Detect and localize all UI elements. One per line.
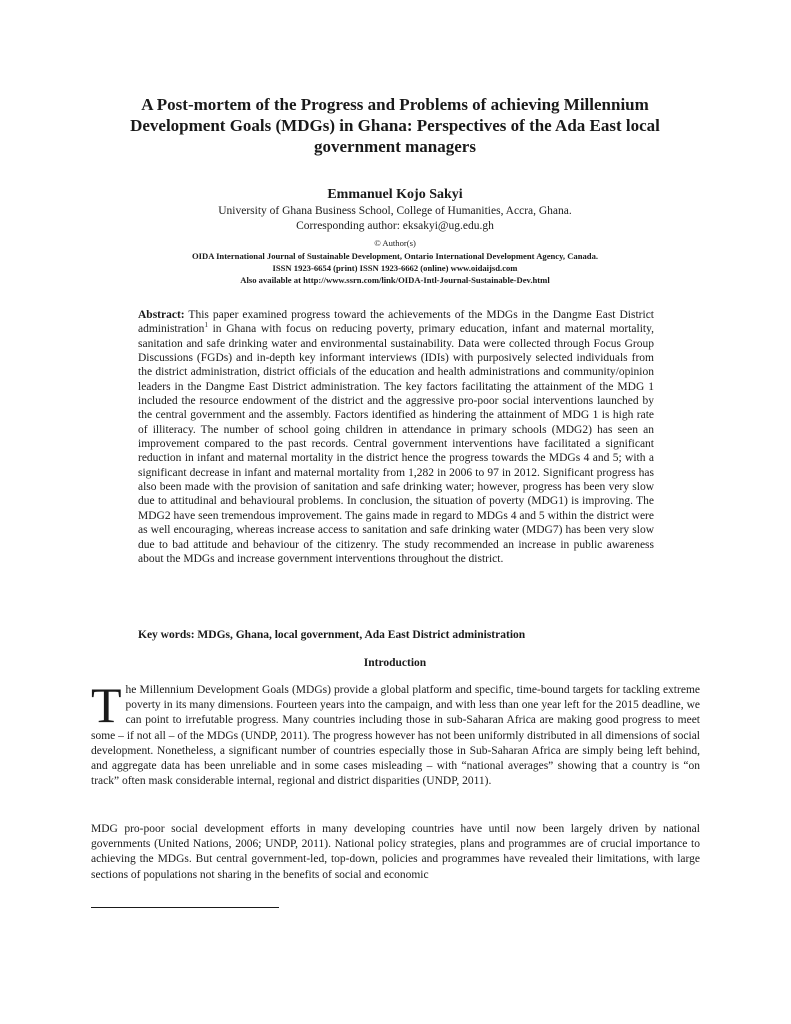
- author-affiliation: University of Ghana Business School, College of Humanities, Accra, Ghana.: [218, 205, 572, 217]
- journal-name: OIDA International Journal of Sustainable Development, Ontario International Development Agency, Canada.: [191, 251, 599, 261]
- copyright-notice: © Author(s): [374, 238, 416, 248]
- abstract-label: Abstract:: [138, 309, 185, 321]
- issn-line: ISSN 1923-6654 (print) ISSN 1923-6662 (online) www.oidaijsd.com: [272, 263, 518, 273]
- abstract: [138, 308, 654, 566]
- abstract-text-part1: This paper examined progress toward the achievements of the MDGs in the Dangme East District administration: [138, 309, 654, 336]
- footnote-marker: 1: [204, 321, 208, 330]
- intro-paragraph-1-text: he Millennium Development Goals (MDGs) provide a global platform and specific, time-bound targets for tackling extreme poverty in its many dimensions. Fourteen years into the campaign, and with less than one year left for the 2015 deadline, we can point to irrefutable progress. Many countries including those in sub-Saharan Africa are making good progress to meet some – if not all – of the MDGs (UNDP, 2011). The progress however has not been uniformly distributed in all dimensions of social development. Nonetheless, a significant number of countries especially those in Sub-Saharan Africa are simply being left behind, and aggregate data has been unreliable and in some cases misleading – with “national averages” showing that a country is “on track” often mask considerable internal, regional and district disparities (UNDP, 2011).: [91, 684, 700, 788]
- intro-paragraph-2: MDG pro-poor social development efforts in many developing countries have until now been largely driven by national governments (United Nations, 2006; UNDP, 2011). National policy strategies, plans and programmes are of crucial importance to achieving the MDGs. But central government-led, top-down, policies and programmes have revealed their limitations, with large sections of populations not sharing in the benefits of social and economic: [91, 823, 700, 881]
- paper-title: A Post-mortem of the Progress and Problems of achieving Millennium Development Goals (MDGs) in Ghana: Perspectives of the Ada East local government managers: [130, 95, 660, 156]
- abstract-text-part2: in Ghana with focus on reducing poverty, primary education, infant and maternal mortality, sanitation and safe drinking water and environmental sustainability. Data were collected through Focus Group Discussions (FGDs) and in-depth key informant interviews (IDIs) with purposively selected individuals from the district administration, district officials of the education and health administrations and community/opinion leaders in the Dangme East District administration. The key factors facilitating the attainment of the MDG 1 included the resource endowment of the district and the aggressive pro-poor social interventions launched by the central government and the assembly. Factors identified as hindering the attainment of MDG 1 is high rate of illiteracy. The number of school going children in attendance in primary schools (MDG2) has seen an improvement compared to the past records. Central government interventions have facilitated a significant reduction in infant and maternal mortality in the district hence the progress towards the MDGs 4 and 5; with a significant decrease in infant and maternal mortality from 1,282 in 2006 to 97 in 2012. Significant progress has also been made with the provision of sanitation and safe drinking water; however, progress has been very slow due to attitudinal and behavioural problems. In conclusion, the situation of poverty (MDG1) is improving. The MDG2 have seen tremendous improvement. The gains made in regard to MDGs 4 and 5 within the district were as well encouraging, whereas increase access to sanitation and safe drinking water (MDG7) has been very slow due to bad attitude and behaviour of the citizenry. The study recommended an increase in public awareness about the MDGs and increase government interventions throughout the district.: [138, 323, 654, 565]
- keywords: Key words: MDGs, Ghana, local government, Ada East District administration: [138, 629, 526, 641]
- footnote-separator: [91, 907, 279, 908]
- corresponding-author: Corresponding author: eksakyi@ug.edu.gh: [296, 220, 494, 232]
- section-heading-introduction: Introduction: [363, 657, 427, 669]
- author-name: Emmanuel Kojo Sakyi: [327, 187, 463, 202]
- intro-paragraph-1: [91, 677, 700, 789]
- drop-cap: T: [91, 677, 122, 733]
- availability-line: Also available at http://www.ssrn.com/link/OIDA-Intl-Journal-Sustainable-Dev.html: [240, 275, 550, 285]
